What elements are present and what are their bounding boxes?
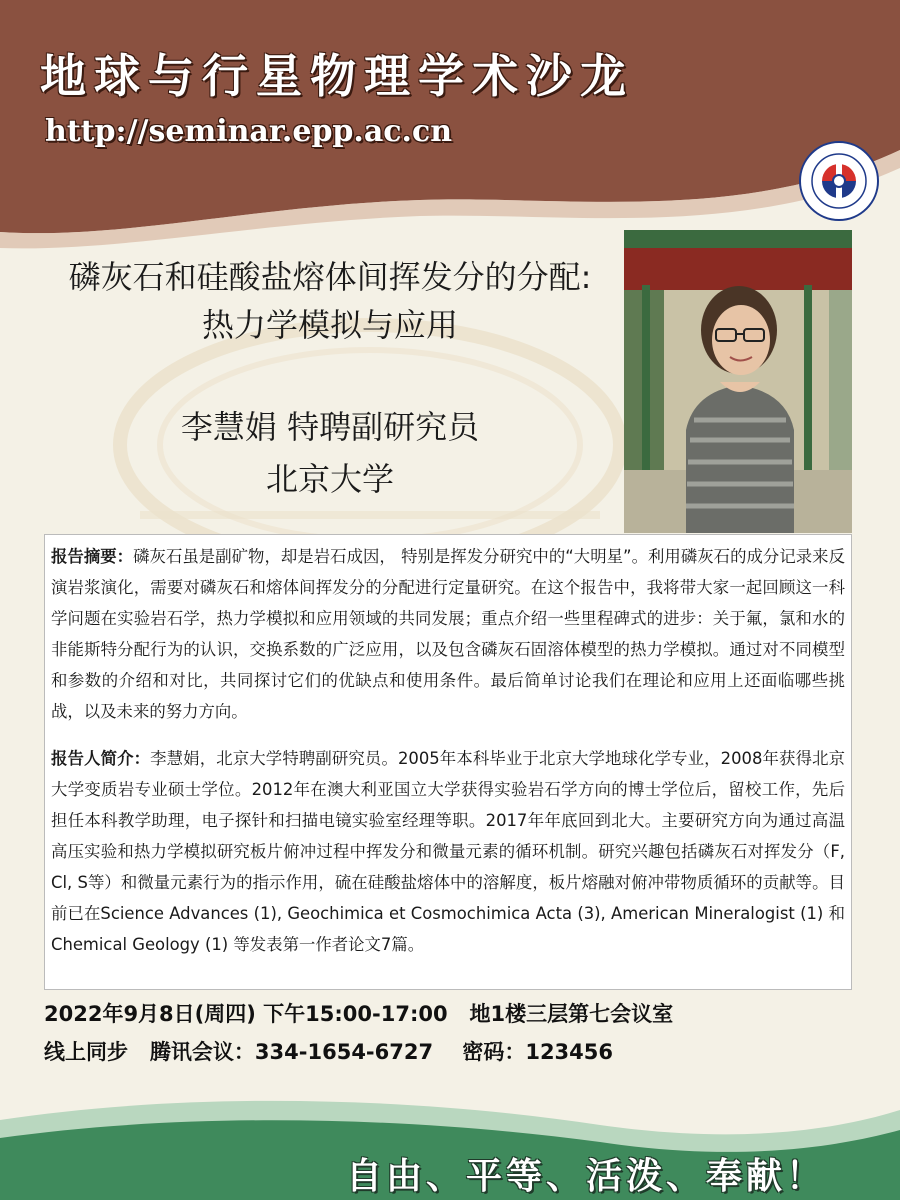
bio-label: 报告人简介： [51,749,151,768]
info-box [44,534,852,990]
speaker-name-title: 李慧娟 特聘副研究员 [180,408,480,446]
talk-title [40,253,620,349]
abstract-label: 报告摘要： [51,547,134,566]
bio-paragraph [51,743,845,960]
talk-title-line-1: 磷灰石和硅酸盐熔体间挥发分的分配: [68,258,592,296]
institute-logo [798,140,880,222]
footer-motto: 自由、平等、活泼、奉献！ [346,1155,827,1197]
abstract-paragraph [51,541,845,727]
talk-title-line-2: 热力学模拟与应用 [201,306,458,344]
series-url: http://seminar.epp.ac.cn [45,114,453,149]
event-date-time-place: 2022年9月8日(周四) 下午15:00-17:00 地1楼三层第七会议室 [44,1002,674,1026]
series-title: 地球与行星物理学术沙龙 [40,49,634,103]
bio-text: 李慧娟，北京大学特聘副研究员。2005年本科毕业于北京大学地球化学专业，2008年获得北京大学变质岩专业硕士学位。2012年在澳大利亚国立大学获得实验岩石学方向的博士学位后，留校工作，先后担任本科教学助理，电子探针和扫描电镜实验室经理等职。2017年年底回到北大。主要研究方向为通过高温高压实验和热力学模拟研究板片俯冲过程中挥发分和微量元素的循环机制。研究兴趣包括磷灰石对挥发分（F, Cl, S等）和微量元素行为的指示作用，硫在硅酸盐熔体中的溶解度，板片熔融对俯冲带物质循环的贡献等。目前已在Science Advances (1), Geochimica et Cosmochimica Acta (3), American Mineralogist (1) 和 Chemical Geology (1) 等发表第一作者论文7篇。 [51,749,845,954]
speaker-photo [624,230,852,533]
abstract-text: 磷灰石虽是副矿物，却是岩石成因， 特别是挥发分研究中的“大明星”。利用磷灰石的成分记录来反演岩浆演化，需要对磷灰石和熔体间挥发分的分配进行定量研究。在这个报告中，我将带大家一起回顾这一科学问题在实验岩石学，热力学模拟和应用领域的共同发展；重点介绍一些里程碑式的进步：关于氟，氯和水的非能斯特分配行为的认识，交换系数的广泛应用，以及包含磷灰石固溶体模型的热力学模拟。通过对不同模型和参数的介绍和对比，共同探讨它们的优缺点和使用条件。最后简单讨论我们在理论和应用上还面临哪些挑战，以及未来的努力方向。 [51,547,845,721]
event-online-meeting: 线上同步 腾讯会议：334-1654-6727 密码：123456 [44,1040,614,1064]
speaker-affiliation: 北京大学 [265,460,394,498]
